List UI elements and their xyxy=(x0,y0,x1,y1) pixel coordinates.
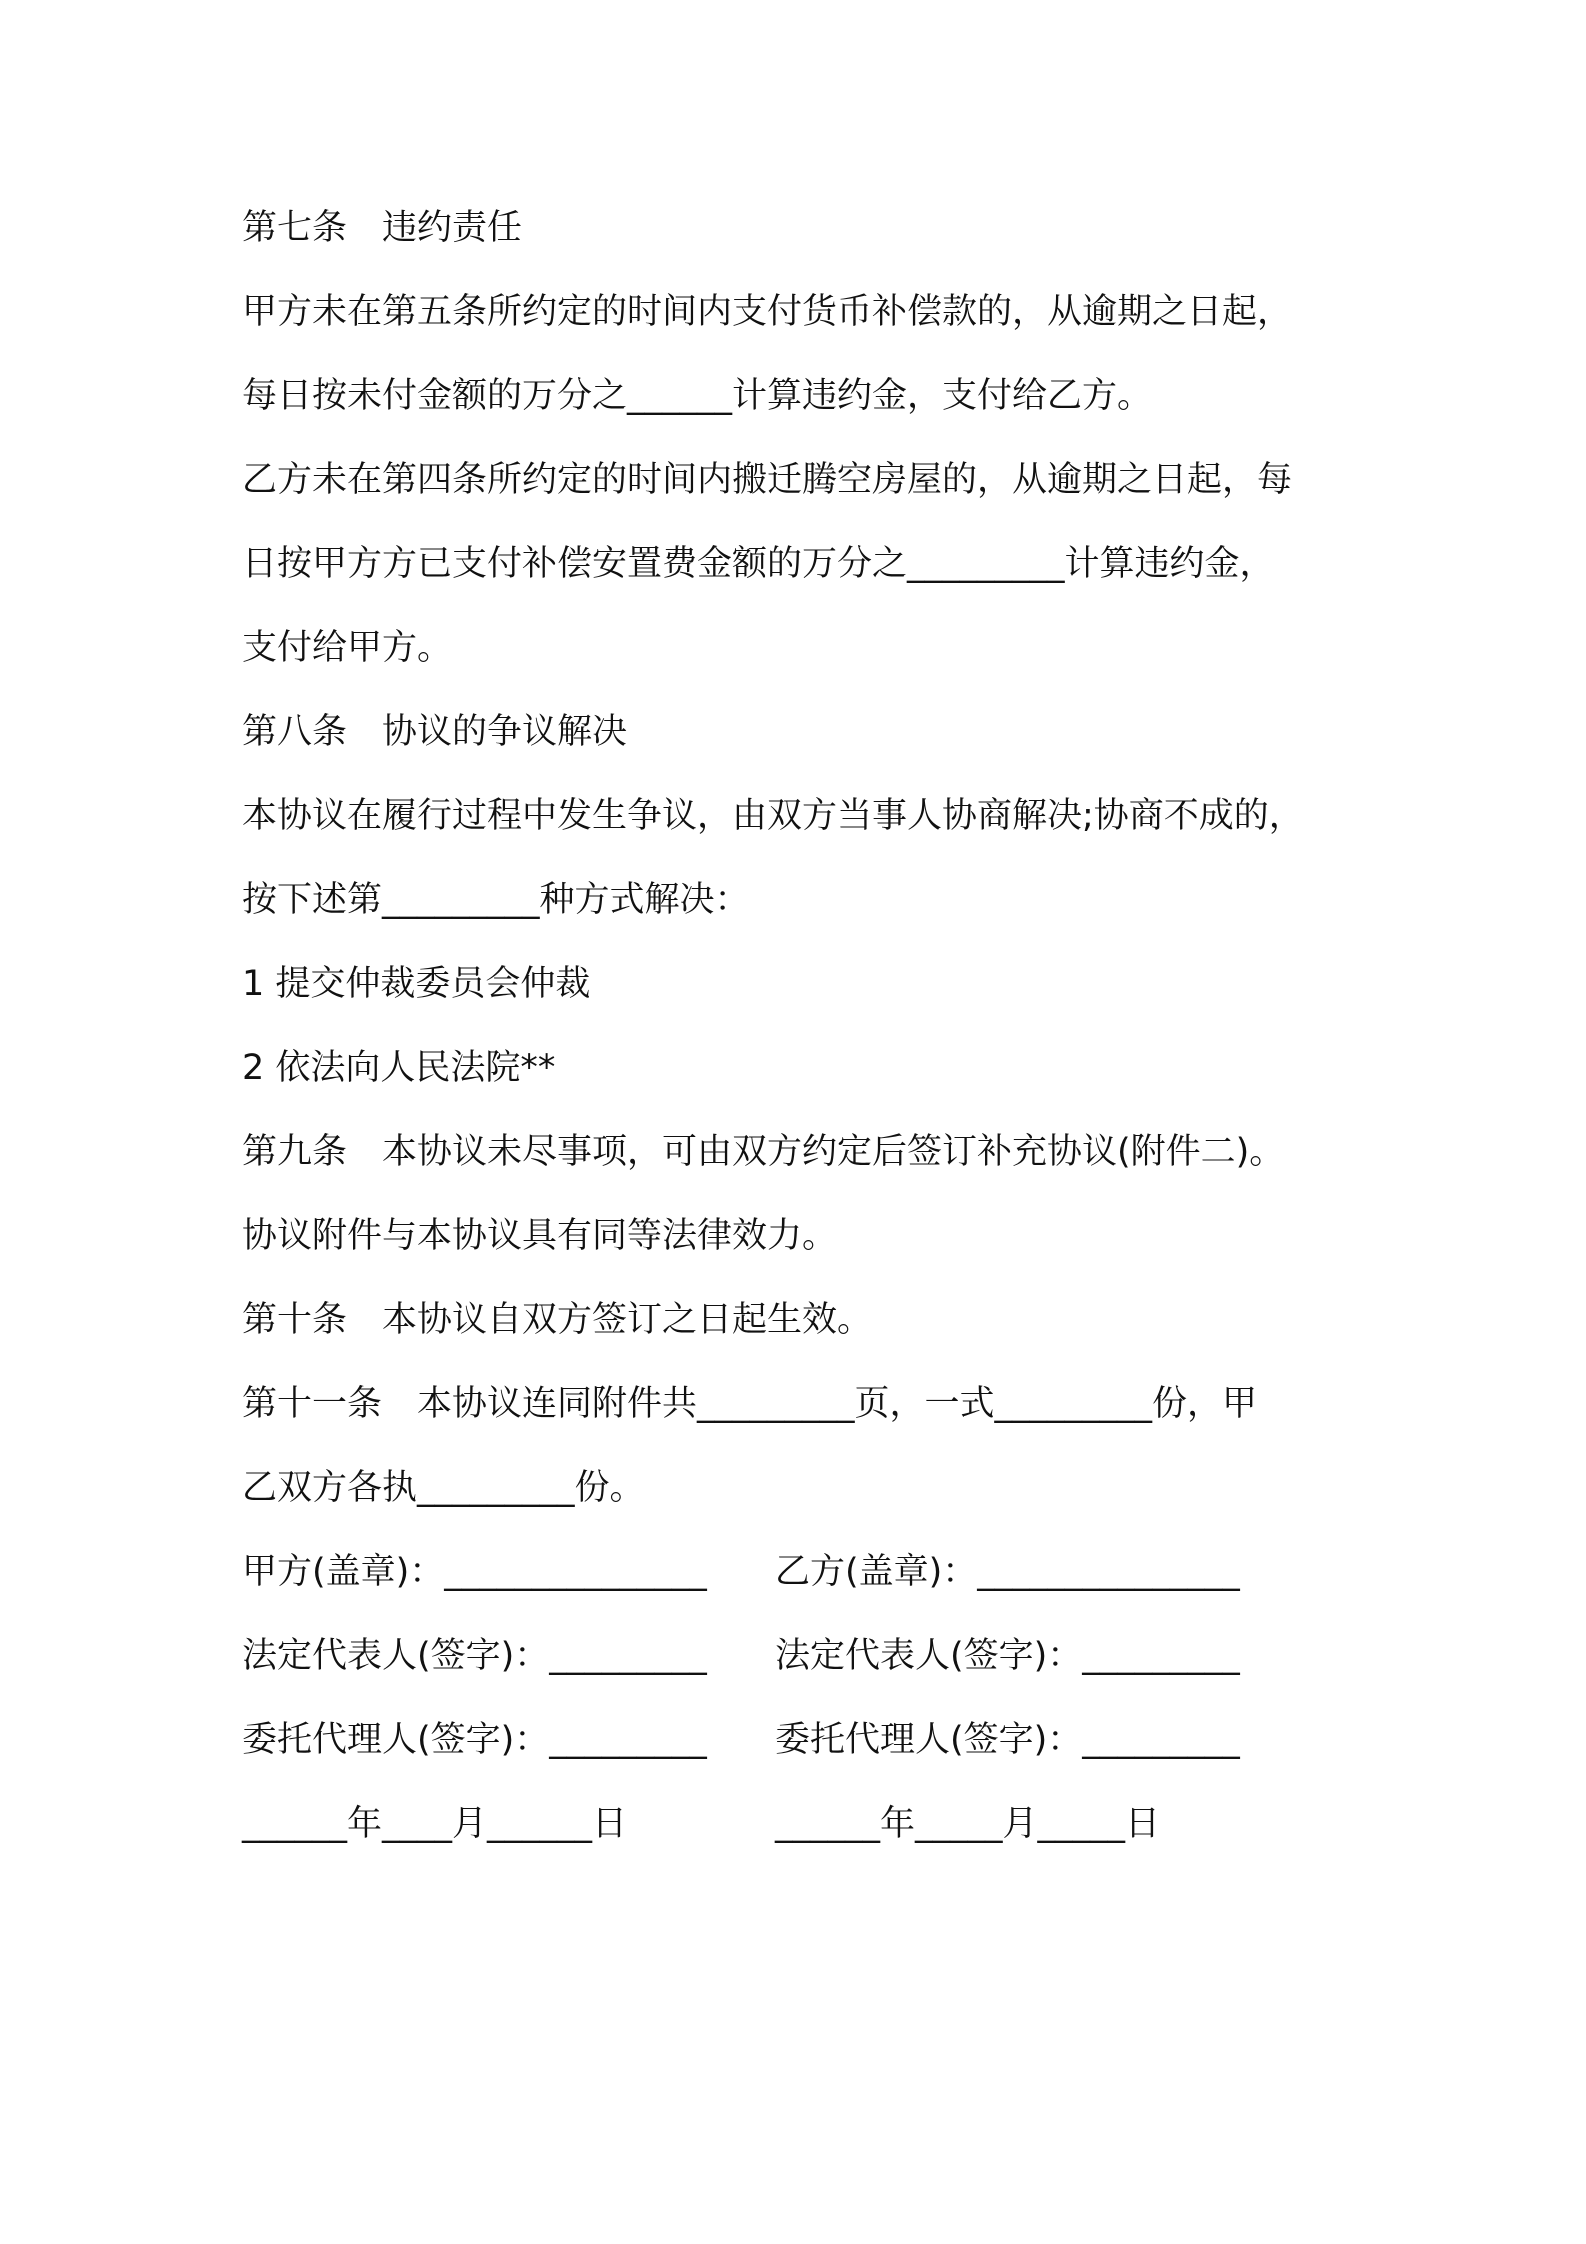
article-7-heading: 第七条 违约责任 xyxy=(242,208,523,248)
party-b-agent: 委托代理人(签字)：_________ xyxy=(775,1720,1240,1760)
article-7-text-line-4: 日按甲方方已支付补偿安置费金额的万分之_________计算违约金， xyxy=(242,544,1275,584)
party-a-legal-rep: 法定代表人(签字)：_________ xyxy=(242,1636,707,1676)
article-7-text-line-1: 甲方未在第五条所约定的时间内支付货币补偿款的，从逾期之日起， xyxy=(242,292,1293,332)
party-a-seal: 甲方(盖章)：_______________ xyxy=(242,1552,707,1592)
article-7-text-line-2: 每日按未付金额的万分之______计算违约金，支付给乙方。 xyxy=(242,376,1153,416)
party-a-date: ______年____月______日 xyxy=(242,1804,628,1844)
party-b-legal-rep: 法定代表人(签字)：_________ xyxy=(775,1636,1240,1676)
article-8-heading: 第八条 协议的争议解决 xyxy=(242,712,628,752)
party-b-date: ______年_____月_____日 xyxy=(775,1804,1161,1844)
article-8-text-line-1: 本协议在履行过程中发生争议，由双方当事人协商解决;协商不成的， xyxy=(242,796,1304,836)
dispute-option-1: 1 提交仲裁委员会仲裁 xyxy=(242,964,591,1004)
article-7-text-line-5: 支付给甲方。 xyxy=(242,628,453,668)
article-8-text-line-2: 按下述第_________种方式解决： xyxy=(242,880,750,920)
dispute-option-2: 2 依法向人民法院** xyxy=(242,1048,556,1088)
article-7-text-line-3: 乙方未在第四条所约定的时间内搬迁腾空房屋的，从逾期之日起，每 xyxy=(242,460,1293,500)
article-11-line-2: 乙双方各执_________份。 xyxy=(242,1468,645,1508)
article-9-line-1: 第九条 本协议未尽事项，可由双方约定后签订补充协议(附件二)。 xyxy=(242,1132,1285,1172)
article-9-line-2: 协议附件与本协议具有同等法律效力。 xyxy=(242,1216,838,1256)
article-10: 第十条 本协议自双方签订之日起生效。 xyxy=(242,1300,873,1340)
party-a-agent: 委托代理人(签字)：_________ xyxy=(242,1720,707,1760)
article-11-line-1: 第十一条 本协议连同附件共_________页，一式_________份，甲 xyxy=(242,1384,1258,1424)
party-b-seal: 乙方(盖章)：_______________ xyxy=(775,1552,1240,1592)
